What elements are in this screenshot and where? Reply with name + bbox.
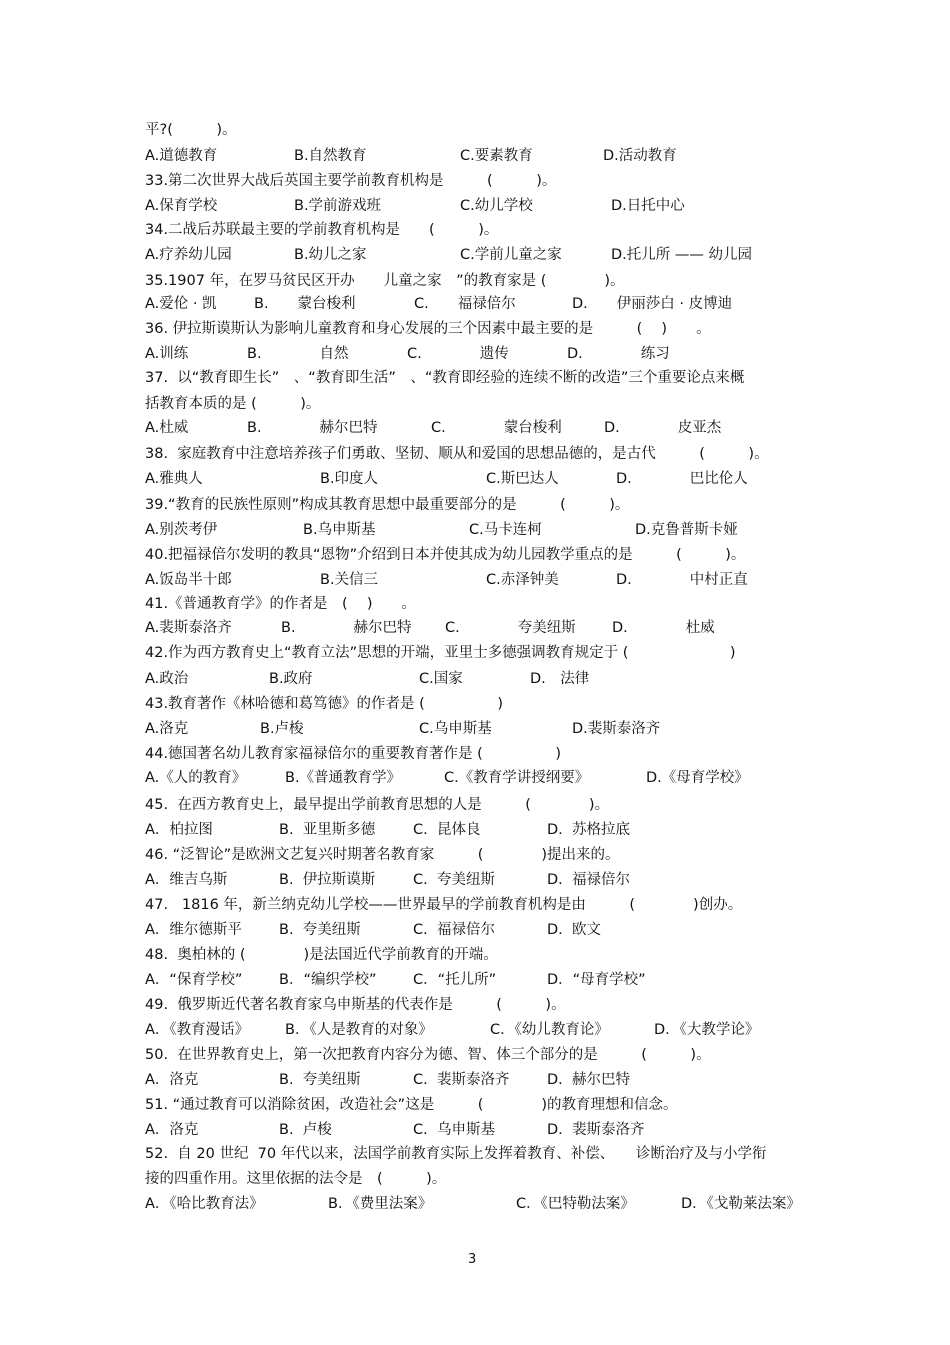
question-36: 36. 伊拉斯谟斯认为影响儿童教育和身心发展的三个因素中最主要的是 ( ) 。 xyxy=(145,321,711,337)
option-b: B.乌申斯基 xyxy=(303,522,376,538)
option-a: A.政治 xyxy=(145,671,189,687)
option-d: D. 杜威 xyxy=(612,620,715,636)
option-b: B.自然教育 xyxy=(294,148,367,164)
option-d: D. 练习 xyxy=(567,346,670,362)
option-d: D.《母育学校》 xyxy=(646,770,749,786)
question-52-line2: 接的四重作用。这里依据的法令是 ( )。 xyxy=(145,1171,447,1187)
question-37-line1: 37. 以“教育即生长” 、“教育即生活” 、“教育即经验的连续不断的改造”三个重要论点来概 xyxy=(145,370,745,386)
option-c: C.斯巴达人 xyxy=(486,471,559,487)
option-c: C. 夸美纽斯 xyxy=(445,620,576,636)
option-b: B.学前游戏班 xyxy=(294,198,382,214)
option-a: A.道德教育 xyxy=(145,148,218,164)
text-line: 平?( )。 xyxy=(145,122,237,138)
question-44: 44.德国著名幼儿教育家福禄倍尔的重要教育著作是 ( ) xyxy=(145,746,561,762)
option-d: D. 中村正直 xyxy=(616,572,748,588)
question-45: 45. 在西方教育史上，最早提出学前教育思想的人是 ( )。 xyxy=(145,797,610,813)
option-b: B．“编织学校” xyxy=(279,972,377,988)
option-b: B.政府 xyxy=(269,671,313,687)
question-47: 47. 1816 年，新兰纳克幼儿学校——世界最早的学前教育机构是由 ( )创办。 xyxy=(145,897,743,913)
option-d: D．《戈勒莱法案》 xyxy=(681,1196,801,1212)
option-b: B.印度人 xyxy=(320,471,379,487)
question-52-line1: 52. 自 20 世纪 70 年代以来，法国学前教育实际上发挥着教育、补偿、 诊断治疗及与小学衔 xyxy=(145,1146,767,1162)
option-b: B.幼儿之家 xyxy=(294,247,367,263)
question-35: 35.1907 年，在罗马贫民区开办 儿童之家 ”的教育家是 ( )。 xyxy=(145,273,625,289)
option-c: C．“托儿所” xyxy=(413,972,497,988)
option-a: A.雅典人 xyxy=(145,471,203,487)
option-b: B. 赫尔巴特 xyxy=(281,620,412,636)
question-34: 34.二战后苏联最主要的学前教育机构是 ( )。 xyxy=(145,222,499,238)
option-a: A．柏拉图 xyxy=(145,822,213,838)
option-b: B. 夸美纽斯 xyxy=(279,922,361,938)
option-c: C.乌申斯基 xyxy=(419,721,492,737)
option-a: A.训练 xyxy=(145,346,189,362)
option-a: A.《人的教育》 xyxy=(145,770,247,786)
option-c: C.赤泽钟美 xyxy=(486,572,559,588)
option-a: A.疗养幼儿园 xyxy=(145,247,232,263)
option-c: C. 福禄倍尔 xyxy=(413,922,495,938)
option-a: A．维吉乌斯 xyxy=(145,872,228,888)
option-a: A.饭岛半十郎 xyxy=(145,572,232,588)
option-d: D. 巴比伦人 xyxy=(616,471,748,487)
option-b: B.关信三 xyxy=(320,572,379,588)
option-d: D. 皮亚杰 xyxy=(604,420,722,436)
question-48: 48. 奥柏林的 ( )是法国近代学前教育的开端。 xyxy=(145,947,498,963)
option-d: D.活动教育 xyxy=(603,148,677,164)
option-d: D.托儿所 —— 幼儿园 xyxy=(611,247,752,263)
option-c: C.国家 xyxy=(419,671,463,687)
option-b: B. 亚里斯多德 xyxy=(279,822,376,838)
option-c: C.《教育学讲授纲要》 xyxy=(444,770,590,786)
option-d: D．《大教学论》 xyxy=(654,1022,760,1038)
option-d: D. 欧文 xyxy=(547,922,601,938)
option-a: A．《教育漫话》 xyxy=(145,1022,250,1038)
question-38: 38. 家庭教育中注意培养孩子们勇敢、坚韧、顺从和爱国的思想品德的，是古代 ( )。 xyxy=(145,446,769,462)
question-41: 41.《普通教育学》的作者是 ( ) 。 xyxy=(145,596,416,612)
option-a: A．“保育学校” xyxy=(145,972,243,988)
option-b: B.卢梭 xyxy=(260,721,304,737)
option-c: C. 遗传 xyxy=(407,346,509,362)
option-c: C. 乌申斯基 xyxy=(413,1122,495,1138)
option-c: C. 昆体良 xyxy=(413,822,481,838)
option-d: D. 法律 xyxy=(530,671,590,687)
option-a: A.洛克 xyxy=(145,721,189,737)
question-46: 46. “泛智论”是欧洲文艺复兴时期著名教育家 ( )提出来的。 xyxy=(145,847,620,863)
option-d: D. 伊丽莎白 · 皮博迪 xyxy=(572,296,733,312)
option-b: B. 赫尔巴特 xyxy=(247,420,378,436)
option-c: C. 福禄倍尔 xyxy=(414,296,516,312)
option-d: D. 赫尔巴特 xyxy=(547,1072,630,1088)
option-a: A.别茨考伊 xyxy=(145,522,218,538)
option-d: D. 苏格拉底 xyxy=(547,822,630,838)
option-c: C.要素教育 xyxy=(460,148,533,164)
question-39: 39.“教育的民族性原则”构成其教育思想中最重要部分的是 ( )。 xyxy=(145,497,630,513)
option-d: D.克鲁普斯卡娅 xyxy=(635,522,738,538)
option-d: D.裴斯泰洛齐 xyxy=(572,721,661,737)
option-c: C.幼儿学校 xyxy=(460,198,533,214)
question-42: 42.作为西方教育史上“教育立法”思想的开端，亚里士多德强调教育规定于 ( ) xyxy=(145,645,736,661)
option-a: A．洛克 xyxy=(145,1072,199,1088)
option-b: B. 卢梭 xyxy=(279,1122,332,1138)
option-d: D. 裴斯泰洛齐 xyxy=(547,1122,645,1138)
option-d: D.日托中心 xyxy=(611,198,685,214)
option-a: A．洛克 xyxy=(145,1122,199,1138)
option-d: D．“母育学校” xyxy=(547,972,646,988)
question-49: 49. 俄罗斯近代著名教育家乌申斯基的代表作是 ( )。 xyxy=(145,997,566,1013)
option-c: C．《幼儿教育论》 xyxy=(490,1022,609,1038)
question-37-line2: 括教育本质的是 ( )。 xyxy=(145,396,321,412)
option-b: B．《人是教育的对象》 xyxy=(285,1022,433,1038)
option-a: A.爱伦 · 凯 xyxy=(145,296,217,312)
option-a: A.裴斯泰洛齐 xyxy=(145,620,232,636)
question-51: 51. “通过教育可以消除贫困，改造社会”这是 ( )的教育理想和信念。 xyxy=(145,1097,678,1113)
option-b: B．《费里法案》 xyxy=(328,1196,433,1212)
page-number: 3 xyxy=(468,1252,477,1267)
option-a: A．维尔德斯平 xyxy=(145,922,242,938)
question-50: 50. 在世界教育史上，第一次把教育内容分为德、智、体三个部分的是 ( )。 xyxy=(145,1047,711,1063)
option-c: C. 夸美纽斯 xyxy=(413,872,495,888)
option-b: B. 伊拉斯谟斯 xyxy=(279,872,376,888)
option-c: C. 裴斯泰洛齐 xyxy=(413,1072,510,1088)
option-b: B. 自然 xyxy=(247,346,349,362)
option-a: A.杜威 xyxy=(145,420,189,436)
option-c: C．《巴特勒法案》 xyxy=(516,1196,635,1212)
question-40: 40.把福禄倍尔发明的教具“恩物”介绍到日本并使其成为幼儿园教学重点的是 ( )。 xyxy=(145,547,746,563)
option-b: B. 蒙台梭利 xyxy=(254,296,356,312)
option-c: C.学前儿童之家 xyxy=(460,247,562,263)
option-c: C. 蒙台梭利 xyxy=(431,420,562,436)
option-d: D. 福禄倍尔 xyxy=(547,872,630,888)
question-43: 43.教育著作《林哈德和葛笃德》的作者是 ( ) xyxy=(145,696,503,712)
option-a: A．《哈比教育法》 xyxy=(145,1196,264,1212)
option-a: A.保育学校 xyxy=(145,198,218,214)
option-b: B.《普通教育学》 xyxy=(285,770,402,786)
option-b: B. 夸美纽斯 xyxy=(279,1072,361,1088)
question-33: 33.第二次世界大战后英国主要学前教育机构是 ( )。 xyxy=(145,173,557,189)
option-c: C.马卡连柯 xyxy=(469,522,542,538)
